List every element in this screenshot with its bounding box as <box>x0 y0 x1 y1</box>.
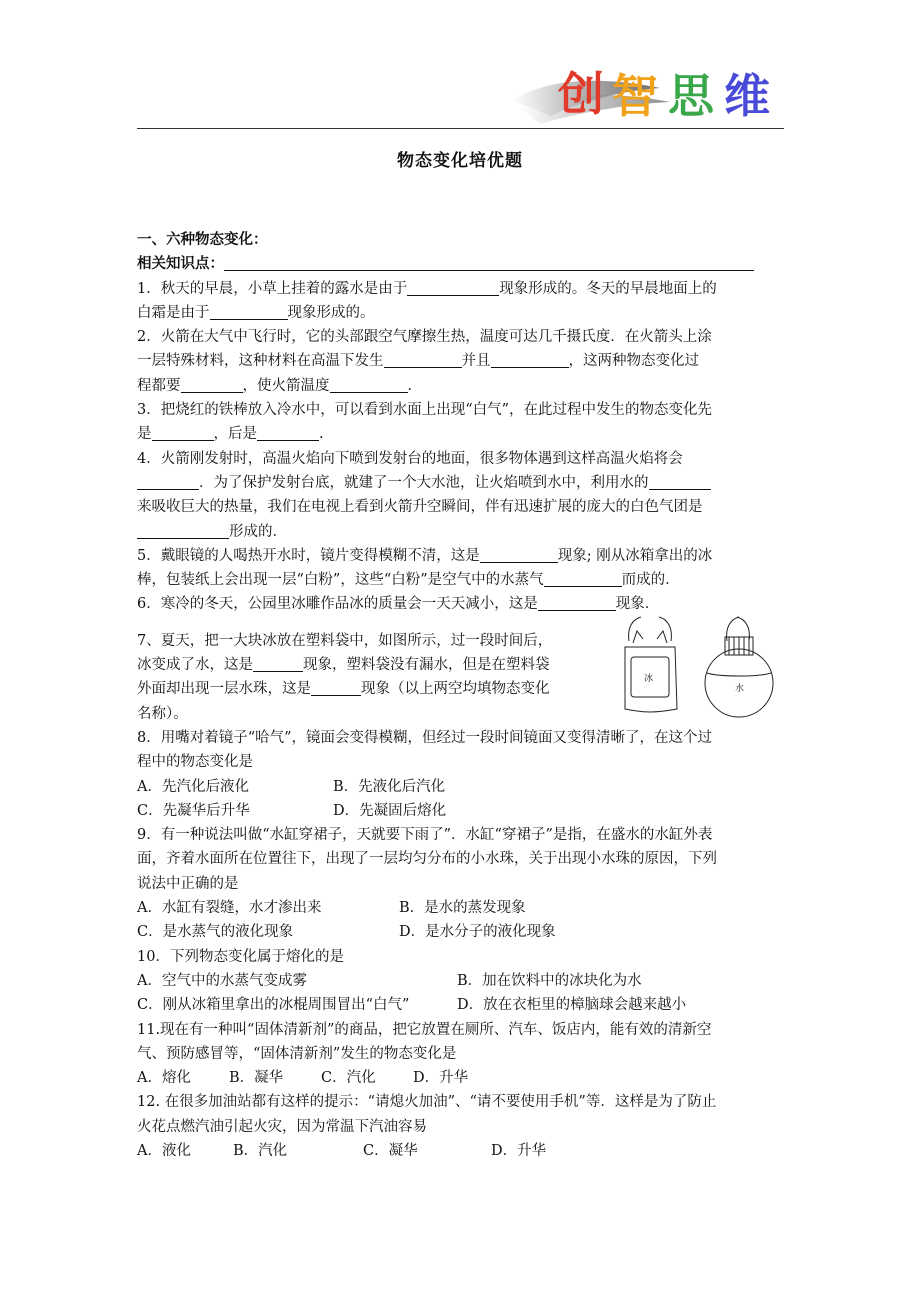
section-heading: 一、六种物态变化： <box>137 231 268 248</box>
option-d[interactable]: D．升华 <box>413 1070 469 1087</box>
brand-logo <box>510 58 790 130</box>
option-c[interactable]: C．汽化 <box>321 1070 376 1087</box>
question-1: 1．秋天的早晨，小草上挂着的露水是由于 现象形成的。冬天的早晨地面上的 <box>137 277 787 301</box>
question-5: 5．戴眼镜的人喝热开水时，镜片变得模糊不清，这是 现象; 刚从冰箱拿出的冰 <box>137 544 787 568</box>
option-a[interactable]: A．液化 <box>137 1142 191 1159</box>
key-points-label: 相关知识点： <box>137 255 224 273</box>
question-2-cont: 程都要 ，使火箭温度 ． <box>137 374 787 398</box>
question-6: 6．寒冷的冬天，公园里冰雕作品冰的质量会一天天减小，这是 现象． <box>137 592 787 616</box>
logo-char-1: 创 <box>558 67 604 121</box>
question-12: 12. 在很多加油站都有这样的提示：“请熄火加油”、“请不要使用手机”等．这样是为了防止 <box>137 1094 717 1111</box>
answer-blank[interactable] <box>330 375 408 393</box>
option-a[interactable]: A．空气中的水蒸气变成雾 <box>137 972 307 989</box>
answer-blank[interactable] <box>649 472 711 490</box>
answer-blank[interactable] <box>491 350 569 368</box>
answer-blank[interactable] <box>311 678 361 696</box>
water-label: 水 <box>735 683 745 694</box>
answer-blank[interactable] <box>480 545 558 563</box>
key-points-line <box>137 252 787 276</box>
question-4-cont: ．为了保护发射台底，就建了一个大水池，让火焰喷到水中，利用水的 <box>137 471 787 495</box>
question-9-cont: 说法中正确的是 <box>137 875 239 892</box>
answer-blank[interactable] <box>152 423 214 441</box>
option-d[interactable]: D．升华 <box>491 1142 547 1159</box>
options-row <box>137 920 787 944</box>
answer-blank[interactable] <box>137 521 229 539</box>
answer-blank[interactable] <box>210 302 288 320</box>
question-9: 9．有一种说法叫做“水缸穿裙子，天就要下雨了”．水缸“穿裙子”是指，在盛水的水缸外表 <box>137 827 713 844</box>
options-row <box>137 1066 787 1090</box>
option-a[interactable]: A．水缸有裂缝，水才渗出来 <box>137 900 322 917</box>
question-4-cont: 来吸收巨大的热量，我们在电视上看到火箭升空瞬间，伴有迅速扩展的庞大的白色气团是 <box>137 499 703 516</box>
question-10: 10．下列物态变化属于熔化的是 <box>137 948 344 965</box>
option-b[interactable]: B．汽化 <box>233 1142 288 1159</box>
question-3-cont: 是 ，后是 . <box>137 422 787 446</box>
ice-label: 冰 <box>644 673 654 684</box>
logo-graphic <box>510 58 790 130</box>
question-list <box>137 228 787 1163</box>
page-title: 物态变化培优题 <box>397 151 523 171</box>
header-rule <box>137 128 784 129</box>
answer-blank[interactable] <box>544 569 622 587</box>
option-c[interactable]: C．凝华 <box>363 1142 418 1159</box>
question-9-cont: 面，齐着水面所在位置往下，出现了一层均匀分布的小水珠，关于出现小水珠的原因，下列 <box>137 851 717 868</box>
question-11: 11.现在有一种叫“固体清新剂”的商品，把它放置在厕所、汽车、饭店内，能有效的清新空 <box>137 1021 712 1038</box>
answer-blank[interactable] <box>384 350 462 368</box>
logo-char-3: 思 <box>668 69 714 123</box>
answer-blank[interactable] <box>181 375 243 393</box>
options-row <box>137 896 787 920</box>
option-a[interactable]: A．熔化 <box>137 1070 191 1087</box>
answer-blank[interactable] <box>253 654 303 672</box>
answer-blank[interactable] <box>407 278 499 296</box>
option-c[interactable]: C．是水蒸气的液化现象 <box>137 924 294 941</box>
answer-blank[interactable] <box>224 253 754 271</box>
option-d[interactable]: D．先凝固后熔化 <box>333 802 447 819</box>
question-12-cont: 火花点燃汽油引起火灾，因为常温下汽油容易 <box>137 1118 427 1135</box>
option-b[interactable]: B．先液化后汽化 <box>333 778 446 795</box>
question-8-cont: 程中的物态变化是 <box>137 754 253 771</box>
ice-bag-figure <box>615 613 790 723</box>
options-row <box>137 1139 787 1163</box>
question-8: 8．用嘴对着镜子“哈气”，镜面会变得模糊，但经过一段时间镜面又变得清晰了，在这个过 <box>137 729 713 746</box>
options-row <box>137 775 787 799</box>
option-d[interactable]: D．是水分子的液化现象 <box>399 924 556 941</box>
option-b[interactable]: B．是水的蒸发现象 <box>399 900 526 917</box>
question-7: 7、夏天，把一大块冰放在塑料袋中，如图所示，过一段时间后， 冰变成了水，这是 现象，塑料袋没有漏水，但是在塑料袋 外面却出现一层水珠，这是 现象（以上两空均填物态变化 名称）。 冰 水 <box>137 629 787 726</box>
logo-char-2: 智 <box>612 69 658 123</box>
option-d[interactable]: D．放在衣柜里的樟脑球会越来越小 <box>457 997 687 1014</box>
question-3: 3．把烧红的铁棒放入冷水中，可以看到水面上出现“白气”，在此过程中发生的物态变化先 <box>137 402 713 419</box>
answer-blank[interactable] <box>257 423 319 441</box>
answer-blank[interactable] <box>538 593 616 611</box>
option-a[interactable]: A．先汽化后液化 <box>137 778 249 795</box>
logo-char-4: 维 <box>724 69 770 123</box>
question-4-cont: 形成的． <box>137 520 787 544</box>
question-4: 4．火箭刚发射时，高温火焰向下喷到发射台的地面，很多物体遇到这样高温火焰将会 <box>137 450 683 467</box>
question-5-cont: 棒，包装纸上会出现一层“白粉”，这些“白粉”是空气中的水蒸气 而成的． <box>137 568 787 592</box>
option-b[interactable]: B．凝华 <box>229 1070 284 1087</box>
question-2: 2．火箭在大气中飞行时，它的头部跟空气摩擦生热，温度可达几千摄氏度．在火箭头上涂 <box>137 329 712 346</box>
answer-blank[interactable] <box>137 472 199 490</box>
options-row <box>137 799 787 823</box>
options-row <box>137 993 787 1017</box>
option-c[interactable]: C．先凝华后升华 <box>137 802 250 819</box>
options-row <box>137 969 787 993</box>
question-1-cont: 白霜是由于 现象形成的。 <box>137 301 787 325</box>
option-c[interactable]: C．刚从冰箱里拿出的冰棍周围冒出“白气” <box>137 997 410 1014</box>
question-2-cont: 一层特殊材料，这种材料在高温下发生 并且 ，这两种物态变化过 <box>137 349 787 373</box>
option-b[interactable]: B．加在饮料中的冰块化为水 <box>457 972 642 989</box>
question-11-cont: 气、预防感冒等，“固体清新剂”发生的物态变化是 <box>137 1045 457 1062</box>
